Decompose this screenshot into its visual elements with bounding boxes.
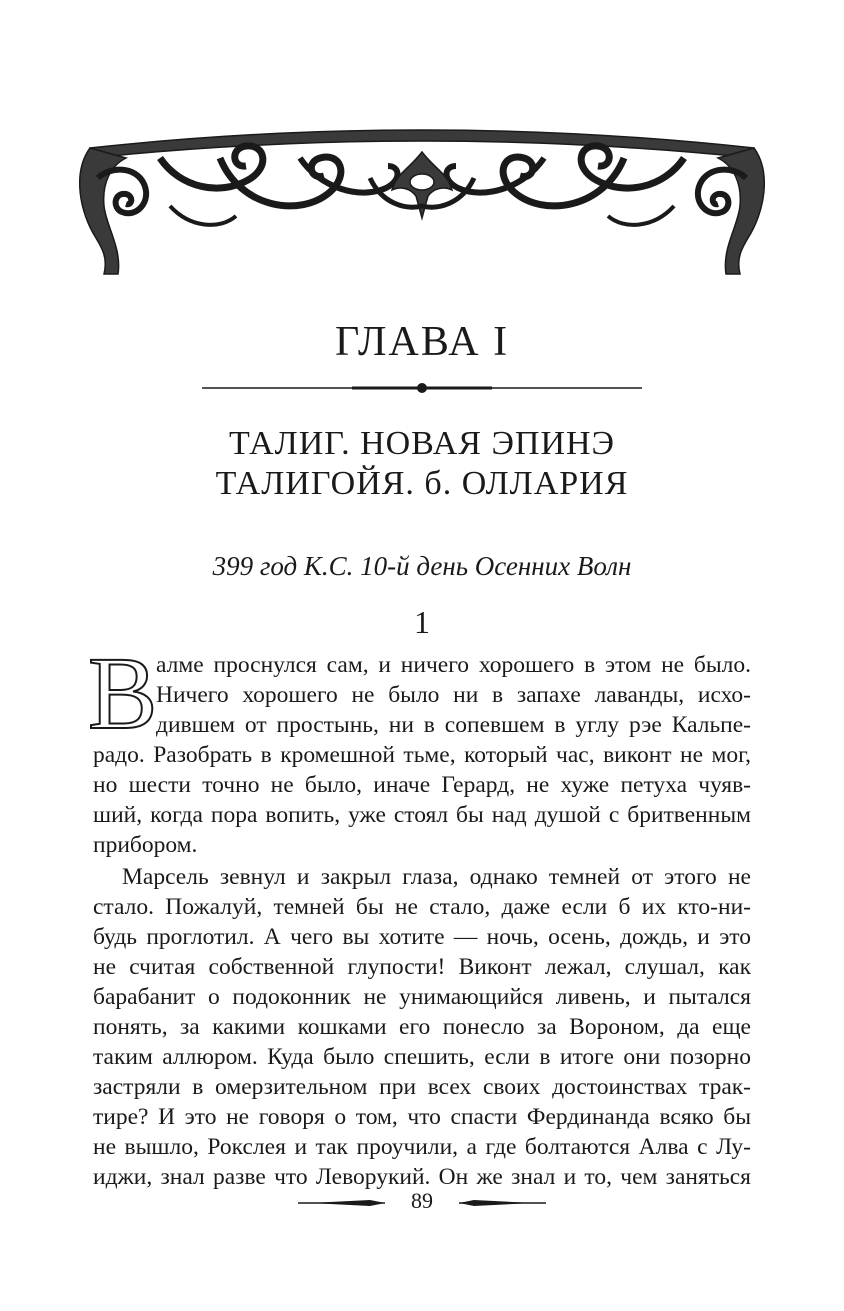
chapter-heading: ГЛАВА I [334, 319, 510, 365]
text-line: прибором. [93, 832, 198, 858]
drop-cap [86, 636, 158, 751]
text-line: стало. Пожалуй, темней бы не стало, даже если б их кто-ни- [93, 894, 751, 920]
page-number: 89 [411, 1188, 433, 1213]
header-ornament [70, 118, 774, 278]
text-line: тире? И это не говоря о том, что спасти Фердинанда всяко бы [93, 1104, 751, 1130]
text-line: барабанит о подоконник не унимающийся ливень, и пытался [93, 984, 751, 1010]
text-line: понять, за какими кошками его понесло за Вороном, да еще [93, 1014, 751, 1040]
heading-divider [202, 378, 642, 398]
date-subtitle: 399 год К.С. 10-й день Осенних Волн [212, 551, 632, 581]
text-line: Марсель зевнул и закрыл глаза, однако темней от этого не [122, 864, 751, 890]
chapter-title-line1: ТАЛИГ. НОВАЯ ЭПИНЭ [229, 425, 615, 462]
text-line: таким аллюром. Куда было спешить, если в итоге они позорно [93, 1044, 751, 1070]
section-number: 1 [414, 604, 430, 640]
text-line: дившем от простынь, ни в сопевшем в углу рэе Кальпе- [156, 712, 751, 738]
text-line: но шести точно не было, иначе Герард, не хуже петуха чуяв- [93, 772, 751, 798]
svg-text:В: В [88, 636, 158, 751]
chapter-title-line2: ТАЛИГОЙЯ. б. ОЛЛАРИЯ [215, 465, 629, 502]
text-line: Ничего хорошего не было ни в запахе лаванды, исхо- [156, 682, 751, 708]
text-line: иджи, знал разве что Леворукий. Он же знал и то, чем заняться [93, 1164, 751, 1190]
text-line: ший, когда пора вопить, уже стоял бы над душой с бритвенным [93, 802, 751, 828]
text-line: будь проглотил. А чего вы хотите — ночь, осень, дождь, и это [93, 924, 751, 950]
text-line: не вышло, Рокслея и так проучили, а где болтаются Алва с Лу- [93, 1134, 751, 1160]
text-line: застряли в омерзительном при всех своих достоинствах трак- [93, 1074, 751, 1100]
text-line: алме проснулся сам, и ничего хорошего в этом не было. [156, 652, 751, 678]
text-line: радо. Разобрать в кромешной тьме, который час, виконт не мог, [93, 742, 751, 768]
text-line: не считая собственной глупости! Виконт лежал, слушал, как [93, 954, 751, 980]
